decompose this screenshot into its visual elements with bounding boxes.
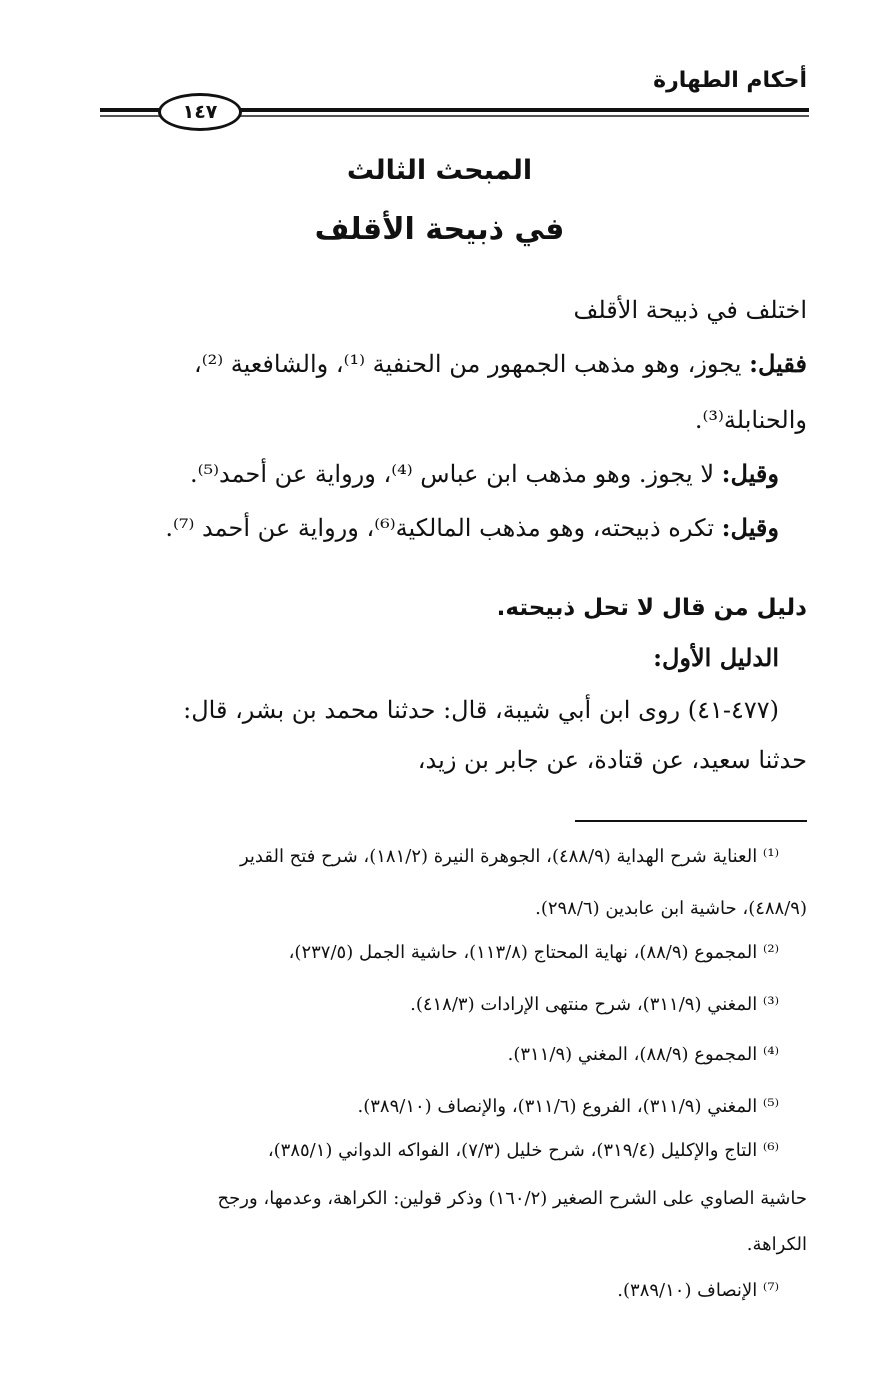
footnote-3: ⁽³⁾ المغني (٣١١/٩)، شرح منتهى الإرادات (٤١٨/٣). xyxy=(410,994,779,1015)
footnote-5: ⁽⁵⁾ المغني (٣١١/٩)، الفروع (٣١١/٦)، والإنصاف (٣٨٩/١٠). xyxy=(357,1096,779,1117)
opinion-3-label: وقيل: xyxy=(721,513,779,542)
section-subtitle: في ذبيحة الأقلف xyxy=(314,212,565,247)
opinion-1-text: يجوز، وهو مذهب الجمهور من الحنفية ⁽¹⁾، والشافعية ⁽²⁾، xyxy=(193,350,750,378)
footnote-6-line-2: حاشية الصاوي على الشرح الصغير (١٦٠/٢) وذكر قولين: الكراهة، وعدمها، ورجح xyxy=(217,1188,807,1209)
footnote-2: ⁽²⁾ المجموع (٨٨/٩)، نهاية المحتاج (١١٣/٨)، حاشية الجمل (٢٣٧/٥)، xyxy=(288,942,779,963)
opinion-1-label: فقيل: xyxy=(749,349,807,378)
footnote-6-line-1: ⁽⁶⁾ التاج والإكليل (٣١٩/٤)، شرح خليل (٧/٣)، الفواكه الدواني (٣٨٥/١)، xyxy=(267,1140,779,1161)
section-title: المبحث الثالث xyxy=(346,155,533,186)
page-number: ١٤٧ xyxy=(158,93,242,131)
opinion-2-text: لا يجوز. وهو مذهب ابن عباس ⁽⁴⁾، ورواية عن أحمد⁽⁵⁾. xyxy=(190,460,722,488)
footnote-1-line-1: ⁽¹⁾ العناية شرح الهداية (٤٨٨/٩)، الجوهرة النيرة (١٨١/٢)، شرح فتح القدير xyxy=(239,846,779,867)
hadith-line-2: حدثنا سعيد، عن قتادة، عن جابر بن زيد، xyxy=(417,746,807,774)
footnote-4: ⁽⁴⁾ المجموع (٨٨/٩)، المغني (٣١١/٩). xyxy=(507,1044,779,1065)
evidence-heading: دليل من قال لا تحل ذبيحته. xyxy=(496,595,807,621)
hadith-line-1: (٤٧٧-٤١) روى ابن أبي شيبة، قال: حدثنا محمد بن بشر، قال: xyxy=(183,696,779,724)
footnote-separator xyxy=(575,820,807,822)
footnote-7: ⁽⁷⁾ الإنصاف (٣٨٩/١٠). xyxy=(617,1280,779,1301)
opinion-3-text: تكره ذبيحته، وهو مذهب المالكية⁽⁶⁾، ورواية عن أحمد ⁽⁷⁾. xyxy=(165,514,722,542)
first-evidence-label: الدليل الأول: xyxy=(653,643,779,672)
opinion-1 xyxy=(72,344,807,384)
opinion-1-continued: والحنابلة⁽³⁾. xyxy=(694,406,807,434)
footnote-1-line-2: (٤٨٨/٩)، حاشية ابن عابدين (٢٩٨/٦). xyxy=(535,898,807,919)
opinion-3 xyxy=(72,508,779,548)
footnote-6-line-3: الكراهة. xyxy=(746,1234,807,1255)
intro-line: اختلف في ذبيحة الأقلف xyxy=(573,296,807,324)
opinion-2 xyxy=(72,454,779,494)
opinion-2-label: وقيل: xyxy=(721,459,779,488)
running-title: أحكام الطهارة xyxy=(653,68,807,93)
